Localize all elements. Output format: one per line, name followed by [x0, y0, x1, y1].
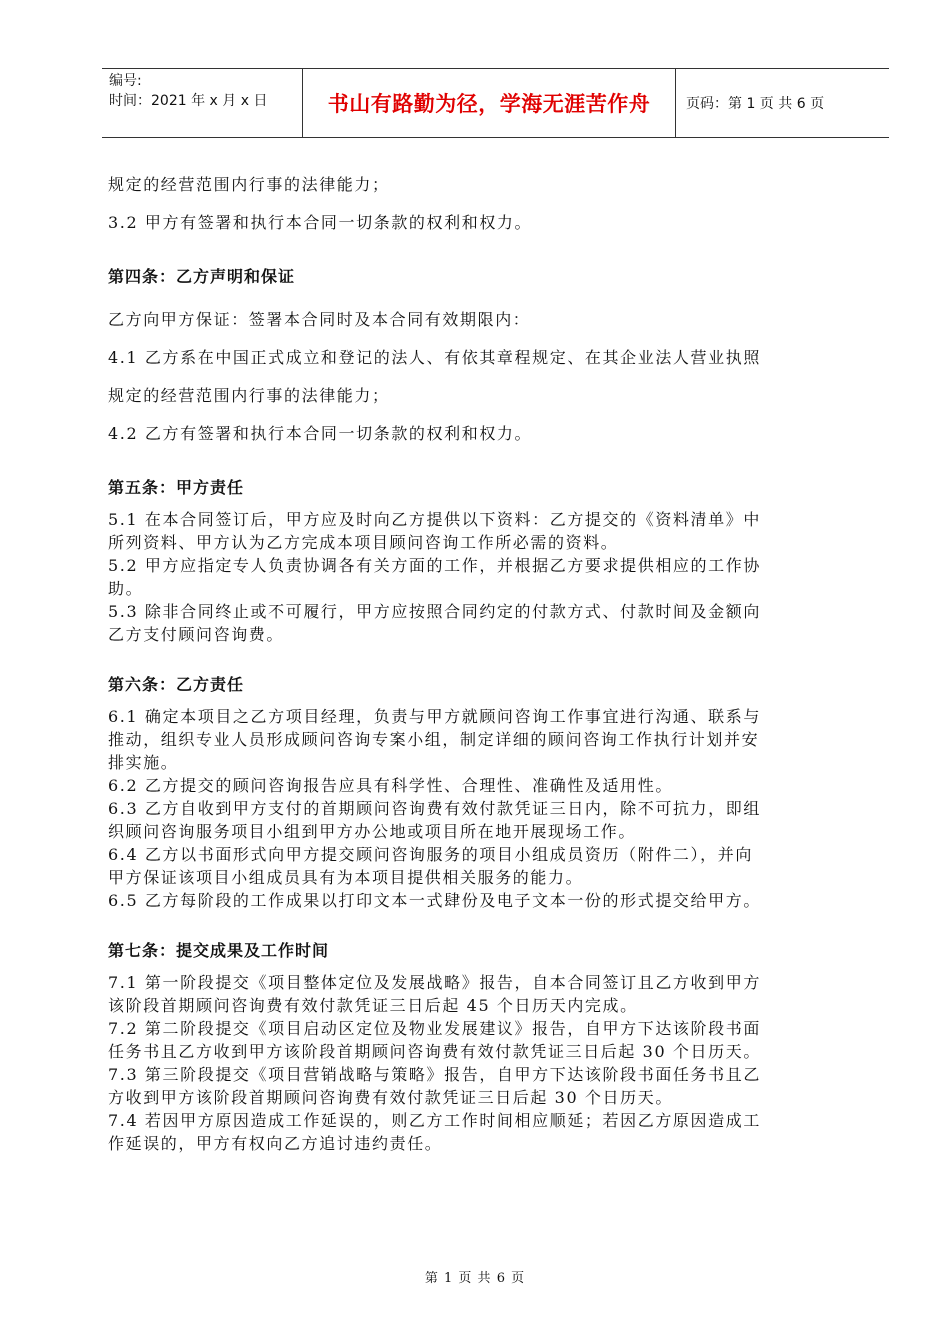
- body-line: 排实施。: [108, 753, 179, 772]
- section-heading: 第四条：乙方声明和保证: [108, 267, 296, 286]
- document-date-label: 时间：2021 年 x 月 x 日: [109, 93, 268, 109]
- body-line: 甲方保证该项目小组成员具有为本项目提供相关服务的能力。: [108, 868, 584, 887]
- body-line: 4.1 乙方系在中国正式成立和登记的法人、有依其章程规定、在其企业法人营业执照: [108, 348, 761, 367]
- header-motto: 书山有路勤为径，学海无涯苦作舟: [302, 69, 676, 137]
- body-line: 织顾问咨询服务项目小组到甲方办公地或项目所在地开展现场工作。: [108, 822, 637, 841]
- body-line: 5.3 除非合同终止或不可履行，甲方应按照合同约定的付款方式、付款时间及金额向: [108, 602, 761, 621]
- section-heading: 第六条：乙方责任: [108, 675, 245, 694]
- body-line: 3.2 甲方有签署和执行本合同一切条款的权利和权力。: [108, 213, 533, 232]
- body-line: 规定的经营范围内行事的法律能力；: [108, 175, 390, 194]
- body-line: 7.1 第一阶段提交《项目整体定位及发展战略》报告，自本合同签订且乙方收到甲方: [108, 973, 761, 992]
- body-line: 5.1 在本合同签订后，甲方应及时向乙方提供以下资料：乙方提交的《资料清单》中: [108, 510, 761, 529]
- body-line: 任务书且乙方收到甲方该阶段首期顾问咨询费有效付款凭证三日后起 30 个日历天。: [108, 1042, 761, 1061]
- document-body: [108, 166, 888, 1155]
- body-line: 5.2 甲方应指定专人负责协调各有关方面的工作，并根据乙方要求提供相应的工作协: [108, 556, 761, 575]
- body-line: 7.4 若因甲方原因造成工作延误的，则乙方工作时间相应顺延；若因乙方原因造成工: [108, 1111, 761, 1130]
- header-info: [102, 69, 302, 137]
- body-line: 6.2 乙方提交的顾问咨询报告应具有科学性、合理性、准确性及适用性。: [108, 776, 673, 795]
- body-line: 该阶段首期顾问咨询费有效付款凭证三日后起 45 个日历天内完成。: [108, 996, 638, 1015]
- body-line: 乙方向甲方保证：签署本合同时及本合同有效期限内：: [108, 310, 531, 329]
- body-line: 乙方支付顾问咨询费。: [108, 625, 285, 644]
- body-line: 6.3 乙方自收到甲方支付的首期顾问咨询费有效付款凭证三日内，除不可抗力，即组: [108, 799, 761, 818]
- body-line: 7.2 第二阶段提交《项目启动区定位及物业发展建议》报告，自甲方下达该阶段书面: [108, 1019, 761, 1038]
- body-line: 6.4 乙方以书面形式向甲方提交顾问咨询服务的项目小组成员资历（附件二），并向: [108, 845, 753, 864]
- page-footer: 第 1 页 共 6 页: [424, 1271, 526, 1286]
- document-number-label: 编号:: [109, 73, 142, 89]
- section-heading: 第七条：提交成果及工作时间: [108, 941, 330, 960]
- body-line: 7.3 第三阶段提交《项目营销战略与策略》报告，自甲方下达该阶段书面任务书且乙: [108, 1065, 761, 1084]
- body-line: 6.1 确定本项目之乙方项目经理，负责与甲方就顾问咨询工作事宜进行沟通、联系与: [108, 707, 761, 726]
- body-line: 方收到甲方该阶段首期顾问咨询费有效付款凭证三日后起 30 个日历天。: [108, 1088, 673, 1107]
- section-heading: 第五条：甲方责任: [108, 478, 245, 497]
- page-header: [102, 68, 889, 138]
- body-line: 6.5 乙方每阶段的工作成果以打印文本一式肆份及电子文本一份的形式提交给甲方。: [108, 891, 761, 910]
- body-line: 所列资料、甲方认为乙方完成本项目顾问咨询工作所必需的资料。: [108, 533, 619, 552]
- body-line: 4.2 乙方有签署和执行本合同一切条款的权利和权力。: [108, 424, 533, 443]
- body-line: 作延误的，甲方有权向乙方追讨违约责任。: [108, 1134, 443, 1153]
- body-line: 推动，组织专业人员形成顾问咨询专案小组，制定详细的顾问咨询工作执行计划并安: [108, 730, 760, 749]
- body-line: 规定的经营范围内行事的法律能力；: [108, 386, 390, 405]
- header-page-label: 页码：第 1 页 共 6 页: [686, 96, 825, 112]
- body-line: 助。: [108, 579, 144, 598]
